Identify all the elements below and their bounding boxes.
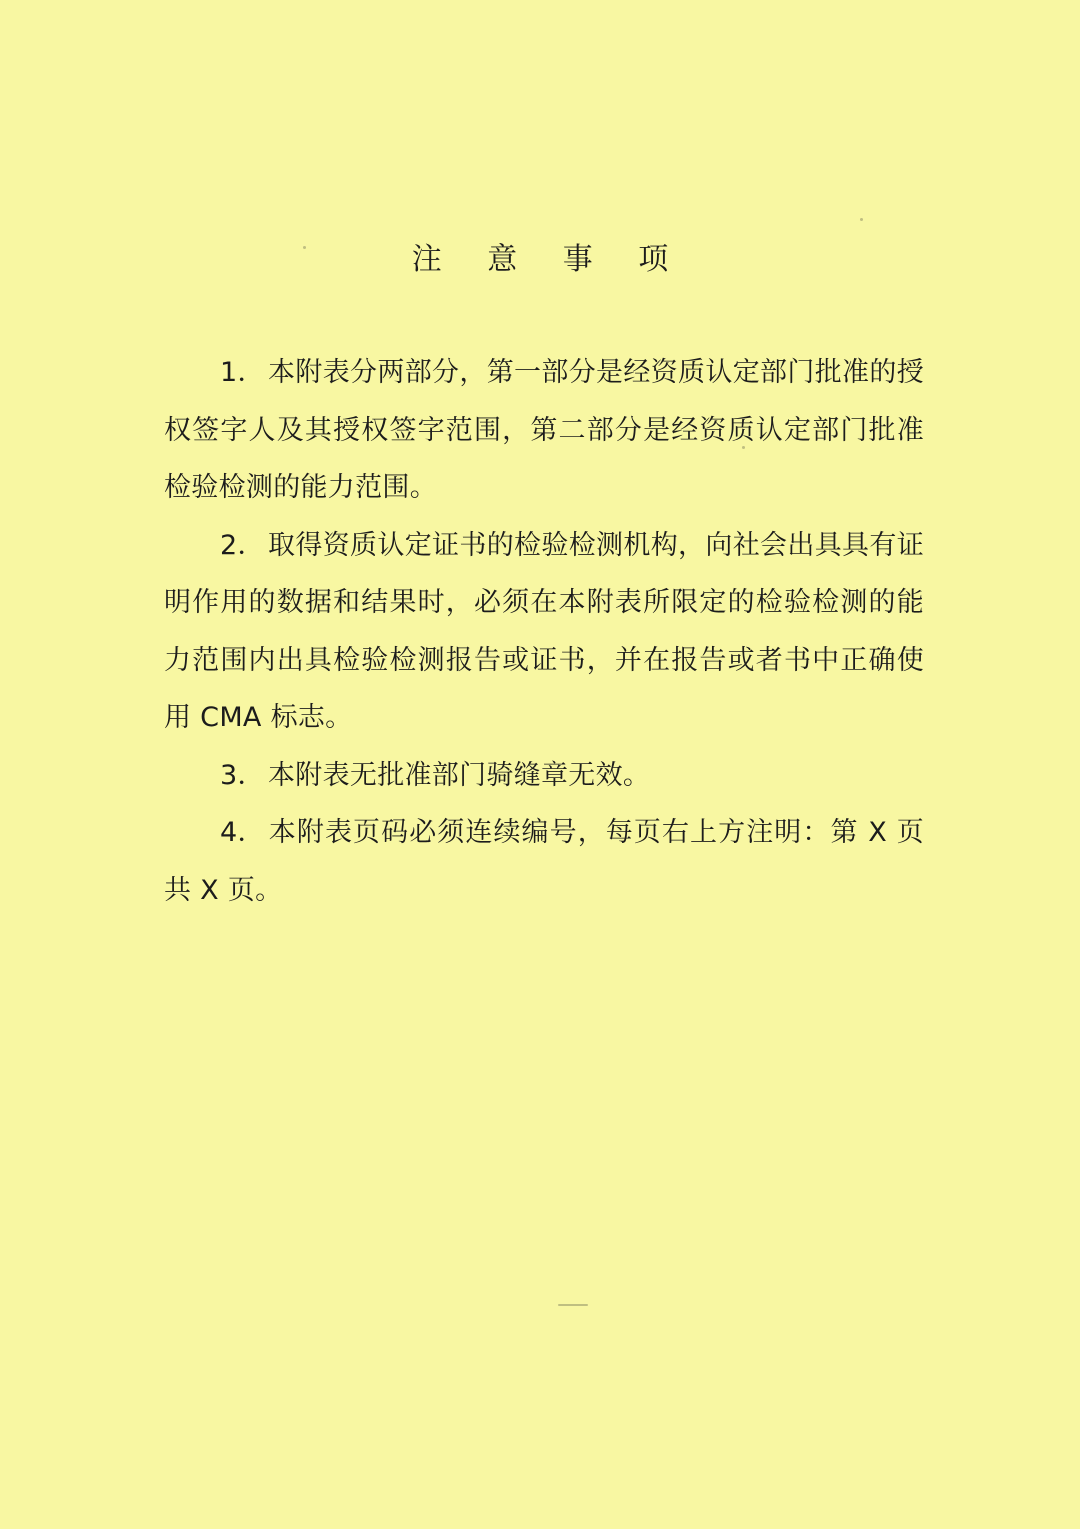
note-number: 4． <box>220 817 265 848</box>
paper-speck <box>742 446 745 449</box>
paper-speck <box>303 246 306 249</box>
paper-speck <box>558 1304 588 1306</box>
note-text: 本附表无批准部门骑缝章无效。 <box>268 759 651 791</box>
note-text: 本附表页码必须连续编号，每页右上方注明：第 X 页共 X 页。 <box>164 817 924 906</box>
paper-speck <box>860 218 863 221</box>
document-title: 注 意 事 项 <box>411 242 687 277</box>
note-item <box>164 517 924 747</box>
notes-list <box>164 344 924 919</box>
note-number: 1． <box>220 357 265 388</box>
note-item <box>164 804 924 919</box>
note-text: 本附表分两部分，第一部分是经资质认定部门批准的授权签字人及其授权签字范围，第二部分是经资质认定部门批准检验检测的能力范围。 <box>164 357 924 503</box>
note-text: 取得资质认定证书的检验检测机构，向社会出具具有证明作用的数据和结果时，必须在本附表所限定的检验检测的能力范围内出具检验检测报告或证书，并在报告或者书中正确使用 CMA 标志。 <box>164 529 924 733</box>
note-number: 3． <box>220 759 265 791</box>
note-item <box>164 747 924 805</box>
note-number: 2． <box>220 529 265 561</box>
note-item <box>164 344 924 517</box>
